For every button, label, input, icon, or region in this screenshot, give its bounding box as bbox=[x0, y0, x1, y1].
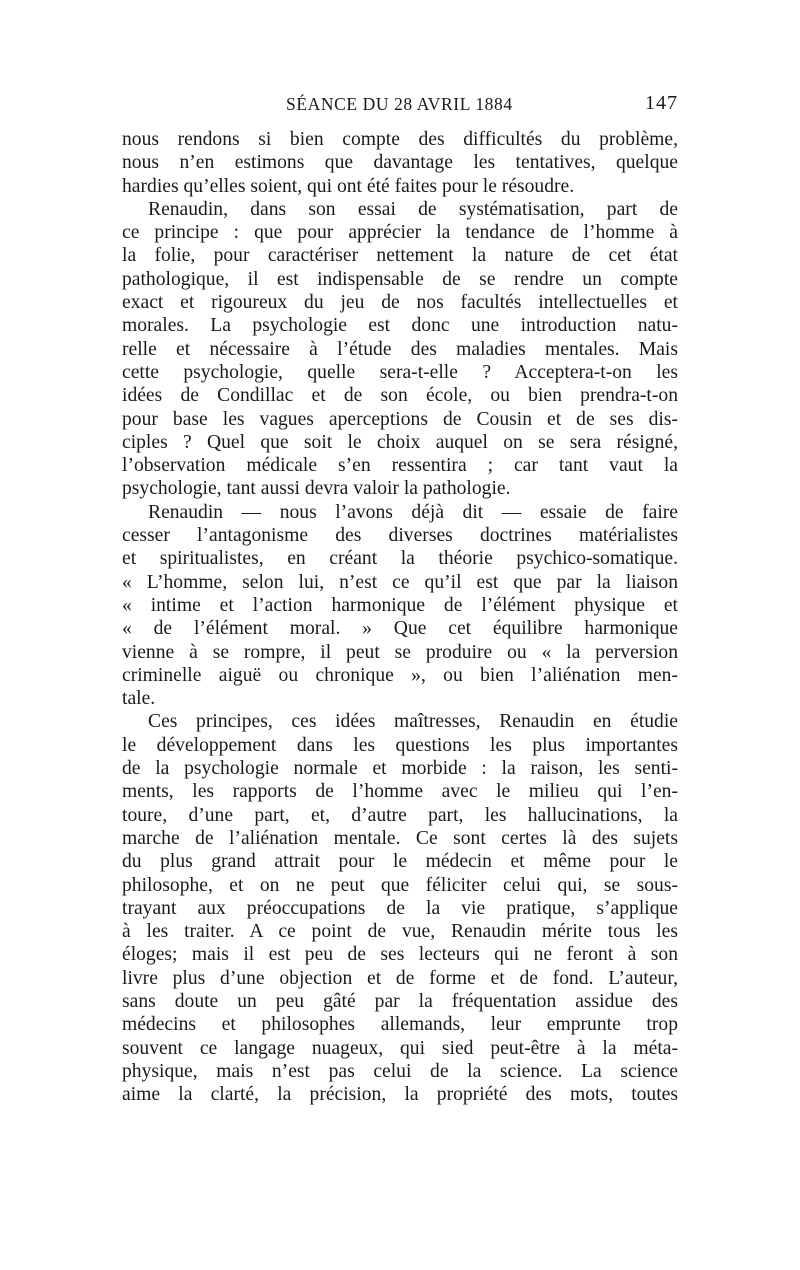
text-line: relle et nécessaire à l’étude des maladies mentales. Mais bbox=[122, 338, 678, 360]
text-line: Renaudin, dans son essai de systématisation, part de bbox=[148, 198, 678, 220]
text-line: « intime et l’action harmonique de l’élément physique et bbox=[122, 594, 678, 616]
text-line: exact et rigoureux du jeu de nos facultés intellectuelles et bbox=[122, 292, 678, 314]
text-line: tale. bbox=[122, 688, 156, 710]
text-line: le développement dans les questions les plus importantes bbox=[122, 734, 678, 756]
text-line: cette psychologie, quelle sera-t-elle ? Acceptera-t-on les bbox=[122, 361, 678, 383]
text-line: de la psychologie normale et morbide : la raison, les senti- bbox=[122, 758, 678, 780]
running-title: SÉANCE DU 28 AVRIL 1884 bbox=[286, 94, 513, 114]
text-line: physique, mais n’est pas celui de la science. La science bbox=[122, 1060, 678, 1082]
text-line: « de l’élément moral. » Que cet équilibre harmonique bbox=[122, 618, 678, 640]
text-line: ments, les rapports de l’homme avec le milieu qui l’en- bbox=[122, 781, 678, 803]
text-line: livre plus d’une objection et de forme et de fond. L’auteur, bbox=[122, 967, 678, 989]
text-line: marche de l’aliénation mentale. Ce sont certes là des sujets bbox=[122, 827, 678, 849]
text-line: sans doute un peu gâté par la fréquentation assidue des bbox=[122, 990, 678, 1012]
page-number: 147 bbox=[645, 92, 678, 114]
text-line: l’observation médicale s’en ressentira ; car tant vaut la bbox=[122, 455, 678, 477]
text-line: morales. La psychologie est donc une introduction natu- bbox=[122, 315, 678, 337]
text-line: ce principe : que pour apprécier la tendance de l’homme à bbox=[122, 222, 678, 244]
text-line: « L’homme, selon lui, n’est ce qu’il est que par la liaison bbox=[122, 571, 678, 593]
text-line: ciples ? Quel que soit le choix auquel on se sera résigné, bbox=[122, 431, 678, 453]
text-line: médecins et philosophes allemands, leur emprunte trop bbox=[122, 1014, 678, 1036]
text-line: criminelle aiguë ou chronique », ou bien l’aliénation men- bbox=[122, 664, 678, 686]
text-line: nous n’en estimons que davantage les tentatives, quelque bbox=[122, 152, 678, 174]
text-line: idées de Condillac et de son école, ou bien prendra-t-on bbox=[122, 385, 678, 407]
text-line: psychologie, tant aussi devra valoir la pathologie. bbox=[122, 478, 511, 500]
text-line: nous rendons si bien compte des difficultés du problème, bbox=[122, 129, 678, 150]
text-line: hardies qu’elles soient, qui ont été faites pour le résoudre. bbox=[122, 175, 575, 197]
text-line: aime la clarté, la précision, la propriété des mots, toutes bbox=[122, 1084, 678, 1106]
text-line: Ces principes, ces idées maîtresses, Renaudin en étudie bbox=[148, 711, 678, 733]
body-text bbox=[122, 128, 678, 1106]
text-line: du plus grand attrait pour le médecin et même pour le bbox=[122, 851, 678, 873]
text-line: pour base les vagues aperceptions de Cousin et de ses dis- bbox=[122, 408, 678, 430]
text-line: toure, d’une part, et, d’autre part, les hallucinations, la bbox=[122, 804, 678, 826]
text-line: à les traiter. A ce point de vue, Renaudin mérite tous les bbox=[122, 921, 678, 943]
text-line: pathologique, il est indispensable de se rendre un compte bbox=[122, 268, 678, 290]
text-line: éloges; mais il est peu de ses lecteurs qui ne feront à son bbox=[122, 944, 678, 966]
text-line: et spiritualistes, en créant la théorie psychico-somatique. bbox=[122, 548, 678, 570]
text-line: souvent ce langage nuageux, qui sied peut-être à la méta- bbox=[122, 1037, 678, 1059]
running-header bbox=[122, 94, 678, 118]
text-line: la folie, pour caractériser nettement la nature de cet état bbox=[122, 245, 678, 267]
text-line: cesser l’antagonisme des diverses doctrines matérialistes bbox=[122, 525, 678, 547]
text-line: trayant aux préoccupations de la vie pratique, s’applique bbox=[122, 897, 678, 919]
text-line: vienne à se rompre, il peut se produire ou « la perversion bbox=[122, 641, 678, 663]
text-line: Renaudin — nous l’avons déjà dit — essaie de faire bbox=[148, 501, 678, 523]
text-line: philosophe, et on ne peut que féliciter celui qui, se sous- bbox=[122, 874, 678, 896]
